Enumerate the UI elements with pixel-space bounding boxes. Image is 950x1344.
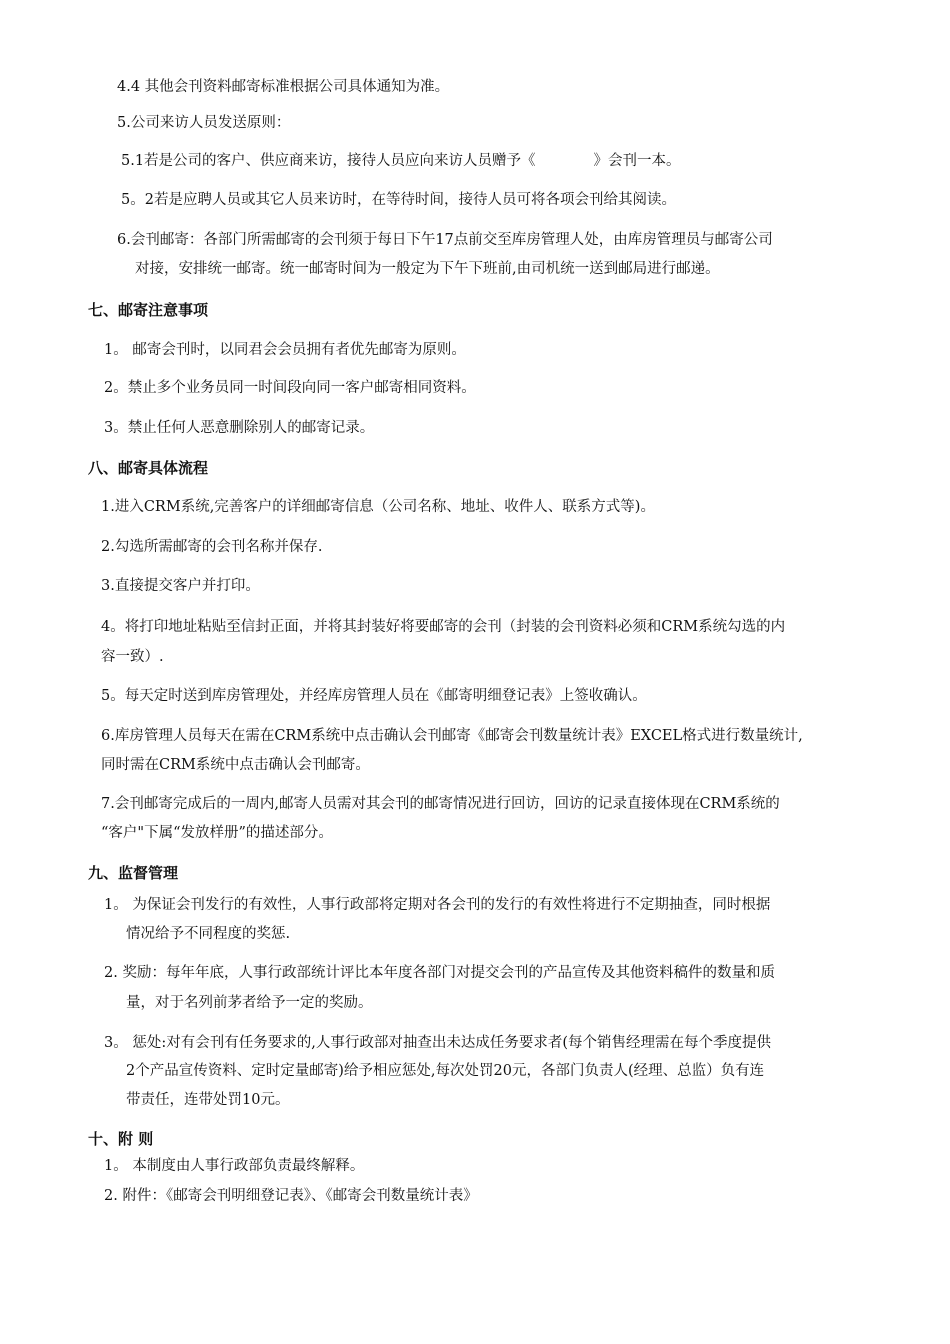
text-line: 1。 本制度由人事行政部负责最终解释。	[104, 1158, 365, 1174]
text-line: 5.1若是公司的客户、供应商来访，接待人员应向来访人员赠予《 》会刊一本。	[121, 153, 681, 169]
text-line: 带责任，连带处罚10元。	[126, 1092, 290, 1108]
text-line: 4。将打印地址粘贴至信封正面，并将其封装好将要邮寄的会刊（封装的会刊资料必须和CRM系统勾选的内	[101, 619, 786, 635]
text-line: 容一致）.	[101, 649, 164, 665]
text-line: 6.库房管理人员每天在需在CRM系统中点击确认会刊邮寄《邮寄会刊数量统计表》EXCEL格式进行数量统计,	[101, 728, 803, 744]
text-line: 5.公司来访人员发送原则：	[117, 115, 291, 131]
text-line: 3。禁止任何人恶意删除别人的邮寄记录。	[104, 420, 375, 436]
text-line: 1。 为保证会刊发行的有效性，人事行政部将定期对各会刊的发行的有效性将进行不定期抽查，同时根据	[104, 897, 771, 913]
section-heading: 八、邮寄具体流程	[88, 459, 209, 477]
text-line: 1。 邮寄会刊时，以同君会会员拥有者优先邮寄为原则。	[104, 342, 466, 358]
text-line: 情况给予不同程度的奖惩.	[126, 926, 291, 942]
text-line: 2.勾选所需邮寄的会刊名称并保存.	[101, 539, 323, 555]
text-line: 同时需在CRM系统中点击确认会刊邮寄。	[101, 757, 370, 773]
section-heading: 九、监督管理	[88, 864, 179, 882]
text-line: 2. 奖励：每年年底，人事行政部统计评比本年度各部门对提交会刊的产品宣传及其他资料稿件的数量和质	[104, 965, 775, 981]
text-line: 1.进入CRM系统,完善客户的详细邮寄信息（公司名称、地址、收件人、联系方式等)。	[101, 499, 655, 515]
text-line: 7.会刊邮寄完成后的一周内,邮寄人员需对其会刊的邮寄情况进行回访，回访的记录直接体现在CRM系统的	[101, 796, 780, 812]
text-line: 对接，安排统一邮寄。统一邮寄时间为一般定为下午下班前,由司机统一送到邮局进行邮递。	[135, 261, 720, 277]
text-line: “客户"下属“发放样册”的描述部分。	[101, 825, 333, 841]
text-line: 2。禁止多个业务员同一时间段向同一客户邮寄相同资料。	[104, 380, 476, 396]
text-line: 6.会刊邮寄：各部门所需邮寄的会刊须于每日下午17点前交至库房管理人处，由库房管理员与邮寄公司	[117, 232, 773, 248]
text-line: 5。每天定时送到库房管理处，并经库房管理人员在《邮寄明细登记表》上签收确认。	[101, 688, 647, 704]
text-line: 2. 附件：《邮寄会刊明细登记表》、《邮寄会刊数量统计表》	[104, 1188, 478, 1204]
section-heading: 七、邮寄注意事项	[88, 301, 209, 319]
text-line: 2个产品宣传资料、定时定量邮寄)给予相应惩处,每次处罚20元，各部门负责人(经理、总监）负有连	[126, 1063, 765, 1079]
section-heading: 十、附 则	[88, 1130, 154, 1148]
text-line: 3。 惩处:对有会刊有任务要求的,人事行政部对抽查出未达成任务要求者(每个销售经理需在每个季度提供	[104, 1035, 771, 1051]
text-line: 3.直接提交客户并打印。	[101, 578, 260, 594]
text-line: 量，对于名列前茅者给予一定的奖励。	[126, 995, 373, 1011]
text-line: 5。2若是应聘人员或其它人员来访时，在等待时间，接待人员可将各项会刊给其阅读。	[121, 192, 676, 208]
text-line: 4.4 其他会刊资料邮寄标准根据公司具体通知为准。	[117, 79, 450, 95]
